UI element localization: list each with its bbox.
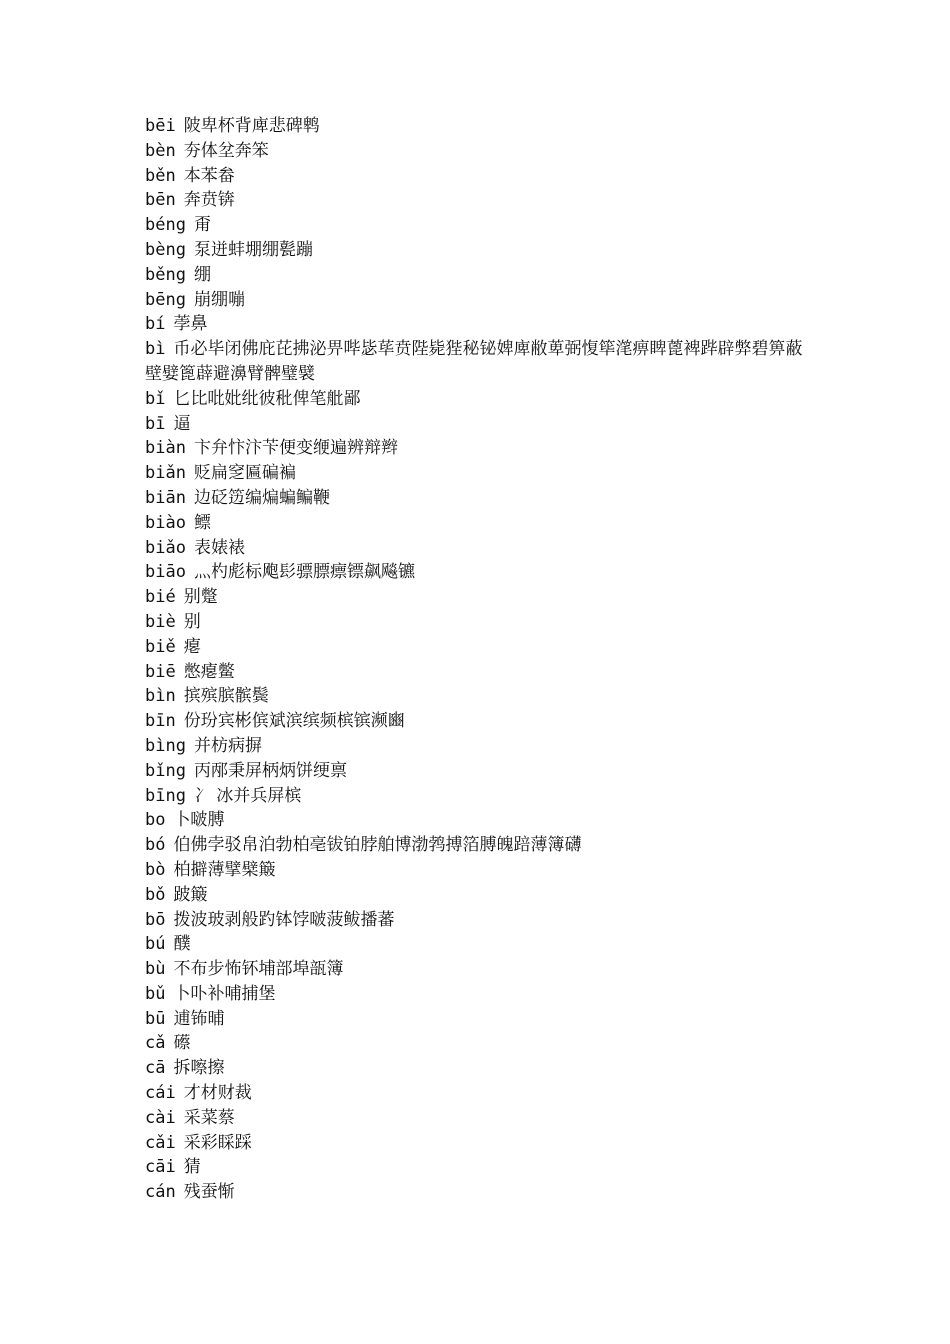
pinyin-syllable: bó	[145, 835, 166, 856]
pinyin-syllable: běng	[145, 264, 186, 285]
character-list: 卜卟补哺捕堡	[173, 983, 276, 1004]
character-list: 夯体坌奔笨	[183, 140, 269, 161]
character-list: 才材财裁	[183, 1083, 252, 1104]
pinyin-syllable: bèn	[145, 140, 176, 161]
pinyin-syllable: cán	[145, 1182, 176, 1203]
character-list: 荸鼻	[173, 314, 208, 335]
character-list: 卞弁忭汴苄便变缏遍辨辩辫	[193, 438, 398, 459]
character-list: 不布步怖钚埔部埠瓿簿	[173, 959, 344, 980]
pinyin-syllable: béng	[145, 215, 186, 236]
character-list: 醭	[173, 934, 191, 955]
character-list: 本苯畚	[183, 165, 235, 186]
pinyin-syllable: bǐ	[145, 388, 166, 409]
pinyin-syllable: cái	[145, 1083, 176, 1104]
pinyin-entry	[145, 164, 815, 189]
pinyin-entry	[145, 536, 815, 561]
pinyin-syllable: bǐng	[145, 760, 186, 781]
pinyin-entry	[145, 833, 815, 858]
pinyin-entry	[145, 585, 815, 610]
character-list: 拆嚓擦	[173, 1058, 225, 1079]
character-list: 猜	[183, 1157, 201, 1178]
character-list: 陂卑杯背庳悲碑鹎	[183, 116, 320, 136]
pinyin-entry	[145, 238, 815, 263]
pinyin-entry	[145, 660, 815, 685]
pinyin-syllable: biào	[145, 512, 186, 533]
character-list: 甭	[193, 215, 211, 236]
pinyin-entry	[145, 461, 815, 486]
character-list: 灬杓彪标飑髟骠膘瘭镖飙飚镳	[193, 562, 415, 583]
pinyin-entry	[145, 784, 815, 809]
pinyin-syllable: bèng	[145, 239, 186, 260]
pinyin-entry	[145, 982, 815, 1007]
pinyin-syllable: biē	[145, 661, 176, 682]
pinyin-entry	[145, 957, 815, 982]
pinyin-syllable: bìn	[145, 686, 176, 707]
pinyin-syllable: cāi	[145, 1157, 176, 1178]
pinyin-entry	[145, 486, 815, 511]
pinyin-entry	[145, 114, 815, 139]
pinyin-entry	[145, 263, 815, 288]
pinyin-entry	[145, 436, 815, 461]
pinyin-entry	[145, 387, 815, 412]
pinyin-entry	[145, 511, 815, 536]
character-list: 残蚕惭	[183, 1182, 235, 1203]
pinyin-syllable: bò	[145, 859, 166, 880]
character-list: 柏擗薄擘檗簸	[173, 859, 276, 880]
character-list: 伯佛孛驳帛泊勃柏亳钹铂脖舶博渤鹁搏箔膊魄踣薄簿礴	[173, 835, 582, 856]
character-list: 别	[183, 611, 201, 632]
character-list: 边砭笾编煸蝙鳊鞭	[193, 487, 330, 508]
character-list: 奔贲锛	[183, 190, 235, 211]
pinyin-syllable: biè	[145, 611, 176, 632]
character-list: 逼	[173, 413, 191, 434]
pinyin-syllable: bìng	[145, 735, 186, 756]
pinyin-syllable: cǎi	[145, 1132, 176, 1153]
pinyin-entry	[145, 337, 815, 387]
pinyin-entry	[145, 808, 815, 833]
pinyin-syllable: bú	[145, 934, 166, 955]
pinyin-syllable: bō	[145, 909, 166, 930]
character-list: 别蹩	[183, 587, 218, 608]
character-list: 采菜蔡	[183, 1107, 235, 1128]
pinyin-syllable: cài	[145, 1107, 176, 1128]
pinyin-entry	[145, 288, 815, 313]
pinyin-entry	[145, 734, 815, 759]
pinyin-entry	[145, 1106, 815, 1131]
pinyin-entry	[145, 139, 815, 164]
dictionary-page	[145, 114, 815, 1205]
pinyin-syllable: bēi	[145, 116, 176, 136]
pinyin-entry	[145, 709, 815, 734]
pinyin-syllable: bīn	[145, 711, 176, 732]
pinyin-entry	[145, 213, 815, 238]
pinyin-entry	[145, 635, 815, 660]
character-list: 憋瘪鳖	[183, 661, 235, 682]
character-list: 礤	[173, 1033, 191, 1054]
pinyin-syllable: bǒ	[145, 884, 166, 905]
pinyin-syllable: běn	[145, 165, 176, 186]
pinyin-syllable: bīng	[145, 785, 186, 806]
character-list: 鳔	[193, 512, 211, 533]
character-list: 匕比吡妣纰彼秕俾笔舭鄙	[173, 388, 361, 409]
character-list: 泵迸蚌堋绷甏蹦	[193, 239, 313, 260]
pinyin-entry	[145, 412, 815, 437]
pinyin-syllable: bēng	[145, 289, 186, 310]
pinyin-syllable: biě	[145, 636, 176, 657]
character-list: 卜啵膊	[173, 810, 225, 831]
pinyin-syllable: bǔ	[145, 983, 166, 1004]
pinyin-entry	[145, 684, 815, 709]
pinyin-entry	[145, 883, 815, 908]
pinyin-syllable: biān	[145, 487, 186, 508]
pinyin-syllable: cǎ	[145, 1033, 166, 1054]
character-list: 绷	[193, 264, 211, 285]
character-list: 表婊裱	[193, 537, 245, 558]
pinyin-entry	[145, 1007, 815, 1032]
character-list: 采彩睬踩	[183, 1132, 252, 1153]
pinyin-entry	[145, 858, 815, 883]
character-list: 瘪	[183, 636, 201, 657]
pinyin-syllable: biāo	[145, 562, 186, 583]
character-list: 逋钸晡	[173, 1008, 225, 1029]
pinyin-entry	[145, 1180, 815, 1205]
character-list: 跛簸	[173, 884, 208, 905]
pinyin-entry	[145, 610, 815, 635]
character-list: 冫 冰并兵屏槟	[193, 785, 302, 806]
character-list: 摈殡膑髌鬓	[183, 686, 269, 707]
character-list: 贬扁窆匾碥褊	[193, 463, 296, 484]
pinyin-syllable: bo	[145, 810, 166, 831]
character-list: 拨波玻剥般趵钵饽啵菠鲅播蕃	[173, 909, 395, 930]
character-list: 份玢宾彬傧斌滨缤频槟镔濒豳	[183, 711, 405, 732]
pinyin-entry	[145, 188, 815, 213]
character-list: 崩绷嘣	[193, 289, 245, 310]
pinyin-entry	[145, 908, 815, 933]
pinyin-syllable: bié	[145, 587, 176, 608]
pinyin-entry	[145, 759, 815, 784]
pinyin-syllable: biǎn	[145, 463, 186, 484]
pinyin-syllable: bù	[145, 959, 166, 980]
pinyin-entry	[145, 312, 815, 337]
character-list: 并枋病摒	[193, 735, 262, 756]
pinyin-syllable: biǎo	[145, 537, 186, 558]
pinyin-entry	[145, 1131, 815, 1156]
pinyin-syllable: bū	[145, 1008, 166, 1029]
pinyin-syllable: bī	[145, 413, 166, 434]
pinyin-syllable: bì	[145, 339, 166, 360]
pinyin-syllable: bēn	[145, 190, 176, 211]
pinyin-entry	[145, 1056, 815, 1081]
pinyin-syllable: bí	[145, 314, 166, 335]
pinyin-entry	[145, 1031, 815, 1056]
pinyin-entry	[145, 1081, 815, 1106]
pinyin-entry	[145, 932, 815, 957]
character-list: 币必毕闭佛庇芘拂泌畀哔毖荜贲陛毙狴秘铋婢庳敝萆弼愎筚滗痹睥蓖裨跸辟弊碧箅蔽壁嬖篦薜避濞臂髀璧襞	[145, 339, 803, 384]
pinyin-syllable: biàn	[145, 438, 186, 459]
pinyin-syllable: cā	[145, 1058, 166, 1079]
pinyin-entry	[145, 560, 815, 585]
pinyin-entry	[145, 1155, 815, 1180]
character-list: 丙邴秉屏柄炳饼绠禀	[193, 760, 347, 781]
